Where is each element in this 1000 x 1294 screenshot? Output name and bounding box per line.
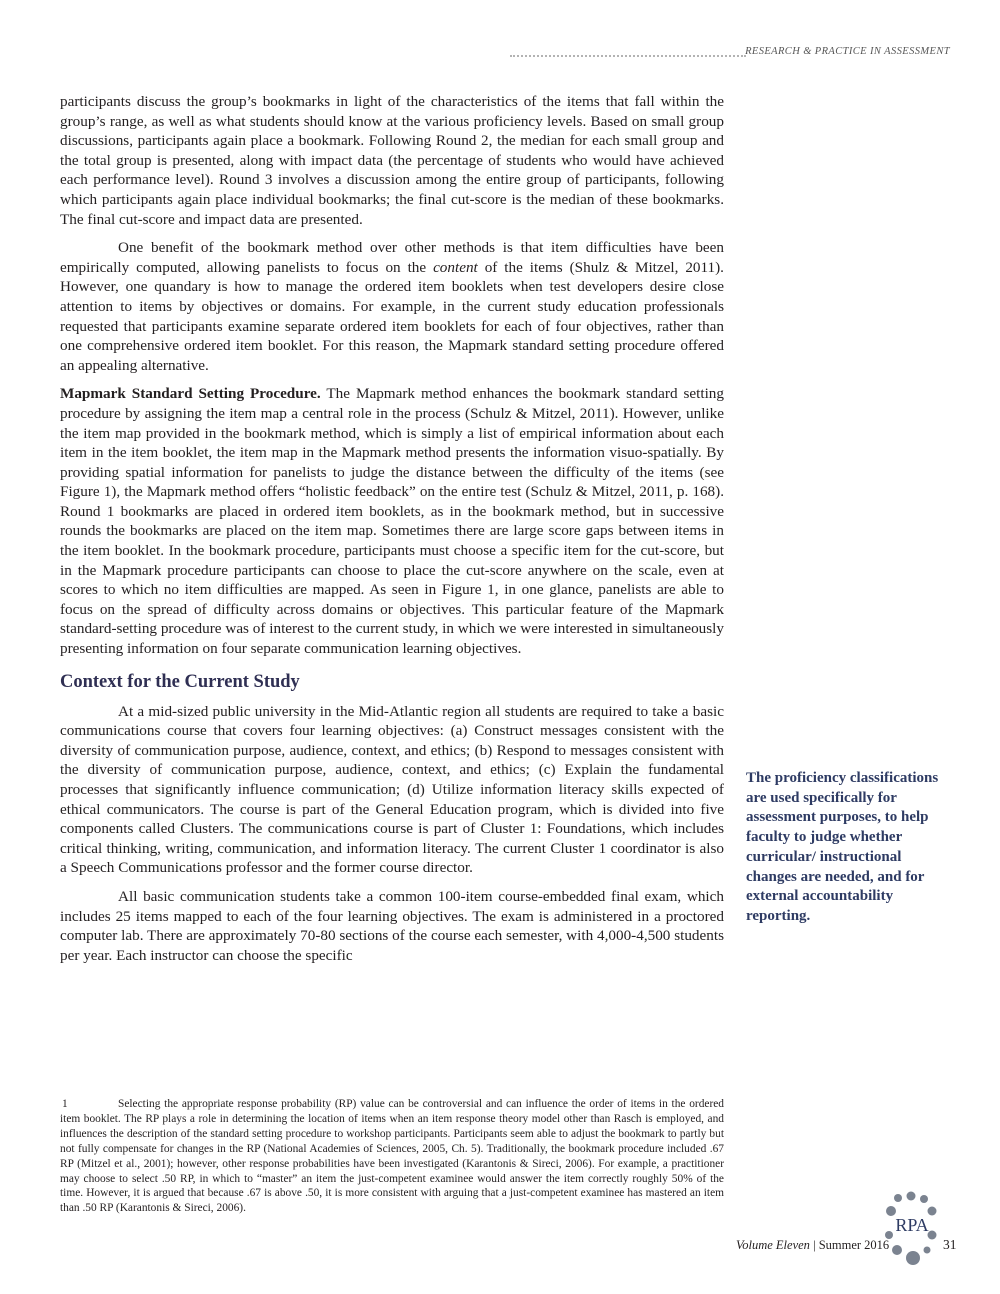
section-heading: Context for the Current Study [60,671,300,692]
page-number: 31 [943,1237,957,1252]
paragraph-3 [60,384,724,658]
rpa-logo [884,1191,940,1269]
paragraph-5: All basic communication students take a common 100-item course-embedded final exam, which includes 25 items mapped to each of the four learning objectives. The exam is administered in a proctored computer lab. There are approximately 70-80 sections of the course each semester, with 4,000-4,500 students per year. Each instructor can choose the specific [60,887,724,964]
footnote-text: Selecting the appropriate response probability (RP) value can be controversial and can influence the order of items in the ordered item booklet. The RP plays a role in determining the location of items when an item response theory model other than Rasch is employed, and influences the description of the standard setting procedure to workshop participants. Participants seem able to adjust the bookmark to partly but not fully compensate for changes in the RP (National Academies of Sciences, 2005, Ch. 5). Traditionally, the bookmark procedure included .67 RP (Mitzel et al., 2001); however, other response probabilities have been investigated (Karantonis & Sireci, 2006). For example, a practitioner may choose to select .50 RP, in which to “master” an item the just-competent examinee would answer the item correctly roughly 50% of the time. However, it is argued that because .67 is above .50, it is more consistent with arguing that a just-competent examinee has mastered an item than .50 RP (Karantonis & Sireci, 2006). [60,1098,724,1215]
header-dotted-rule [510,55,746,57]
main-column [60,92,724,965]
paragraph-2-text-b: of the items (Shulz & Mitzel, 2011). However, one quandary is how to manage the ordered item booklets when test developers desire close attention to items by objectives or domains. For example, in the current study education professionals requested that participants examine separate ordered item booklets for each of four objectives, rather than one comprehensive ordered item booklet. For this reason, the Mapmark standard setting procedure offered an appealing alternative. [60,258,724,374]
footer-separator: | [809,1238,819,1252]
page-footer [736,1191,966,1269]
paragraph-2-text-a: One benefit of the bookmark method over other methods is that item difficulties have been empirically computed, allowing panelists to focus on the [60,239,724,276]
paragraph-4: At a mid-sized public university in the Mid-Atlantic region all students are required to take a basic communications course that covers four learning objectives: (a) Construct messages consistent with the diversity of communication purpose, audience, context, and ethics; (b) Respond to messages consistent with the diversity of communication purpose, audience, context, and ethics; (c) Explain the fundamental processes that significantly influence communication; (d) Utilize information literacy skills expected of ethical communicators. The course is part of the General Education program, which is divided into five components called Clusters. The communications course is part of Cluster 1: Foundations, which includes critical thinking, writing, communication, and information literacy. The current Cluster 1 coordinator is also a Speech Communications professor and the former course director. [60,702,724,877]
paragraph-2-emphasis: content [433,258,478,276]
journal-title: RESEARCH & PRACTICE IN ASSESSMENT [745,46,950,57]
footnote [60,1097,724,1216]
mapmark-run-in-heading: Mapmark Standard Setting Procedure. [60,385,321,403]
running-header [510,46,950,62]
issue-label: Summer 2016 [818,1238,890,1252]
paragraph-1: participants discuss the group’s bookmarks in light of the characteristics of the items that fall within the group’s range, as well as what students should know at the various proficiency levels. Based on small group discussions, participants again place a bookmark. Following Round 2, the median for each small group and the total group is presented, along with impact data (the percentage of students who would have achieved each performance level). Round 3 involves a discussion among the entire group of participants, following which participants again place individual bookmarks; the final cut-score is the median of these bookmarks. The final cut-score and impact data are presented. [60,93,724,228]
volume-label: Volume Eleven [736,1238,810,1252]
pull-quote: The proficiency classifications are used specifically for assessment purposes, to help faculty to judge whether curricular/ instructional changes are needed, and for external accountability reporting. [746,770,939,924]
footnote-number: 1 [62,1098,68,1110]
paragraph-2 [60,238,724,375]
paragraph-3-text: The Mapmark method enhances the bookmark standard setting procedure by assigning the item map a central role in the process (Schulz & Mitzel, 2011). However, unlike the item map provided in the bookmark method, which is simply a list of empirical information about each item in the item booklet, the item map in the Mapmark method presents the information visuo-spatially. By providing spatial information for panelists to judge the distance between the difficulty of the items (see Figure 1), the Mapmark method offers “holistic feedback” on the entire test (Schulz & Mitzel, 2011, p. 168). Round 1 bookmarks are placed in ordered item booklets, as in the bookmark method, but in successive rounds the bookmarks are placed on the item map. Sometimes there are large score gaps between items in the item booklet. In the bookmark procedure, participants must choose a specific item for the cut-score, but in the Mapmark procedure participants can choose to place the cut-score anywhere on the scale, even at scores to which no item difficulties are mapped. As seen in Figure 1, in one glance, panelists are able to focus on the spread of difficulty across domains or objectives. This particular feature of the Mapmark standard-setting procedure was of interest to the current study, in which we were interested in simultaneously presenting information on four separate communication learning objectives. [60,385,724,658]
logo-text: RPA [895,1215,929,1235]
volume-issue [736,1238,889,1253]
